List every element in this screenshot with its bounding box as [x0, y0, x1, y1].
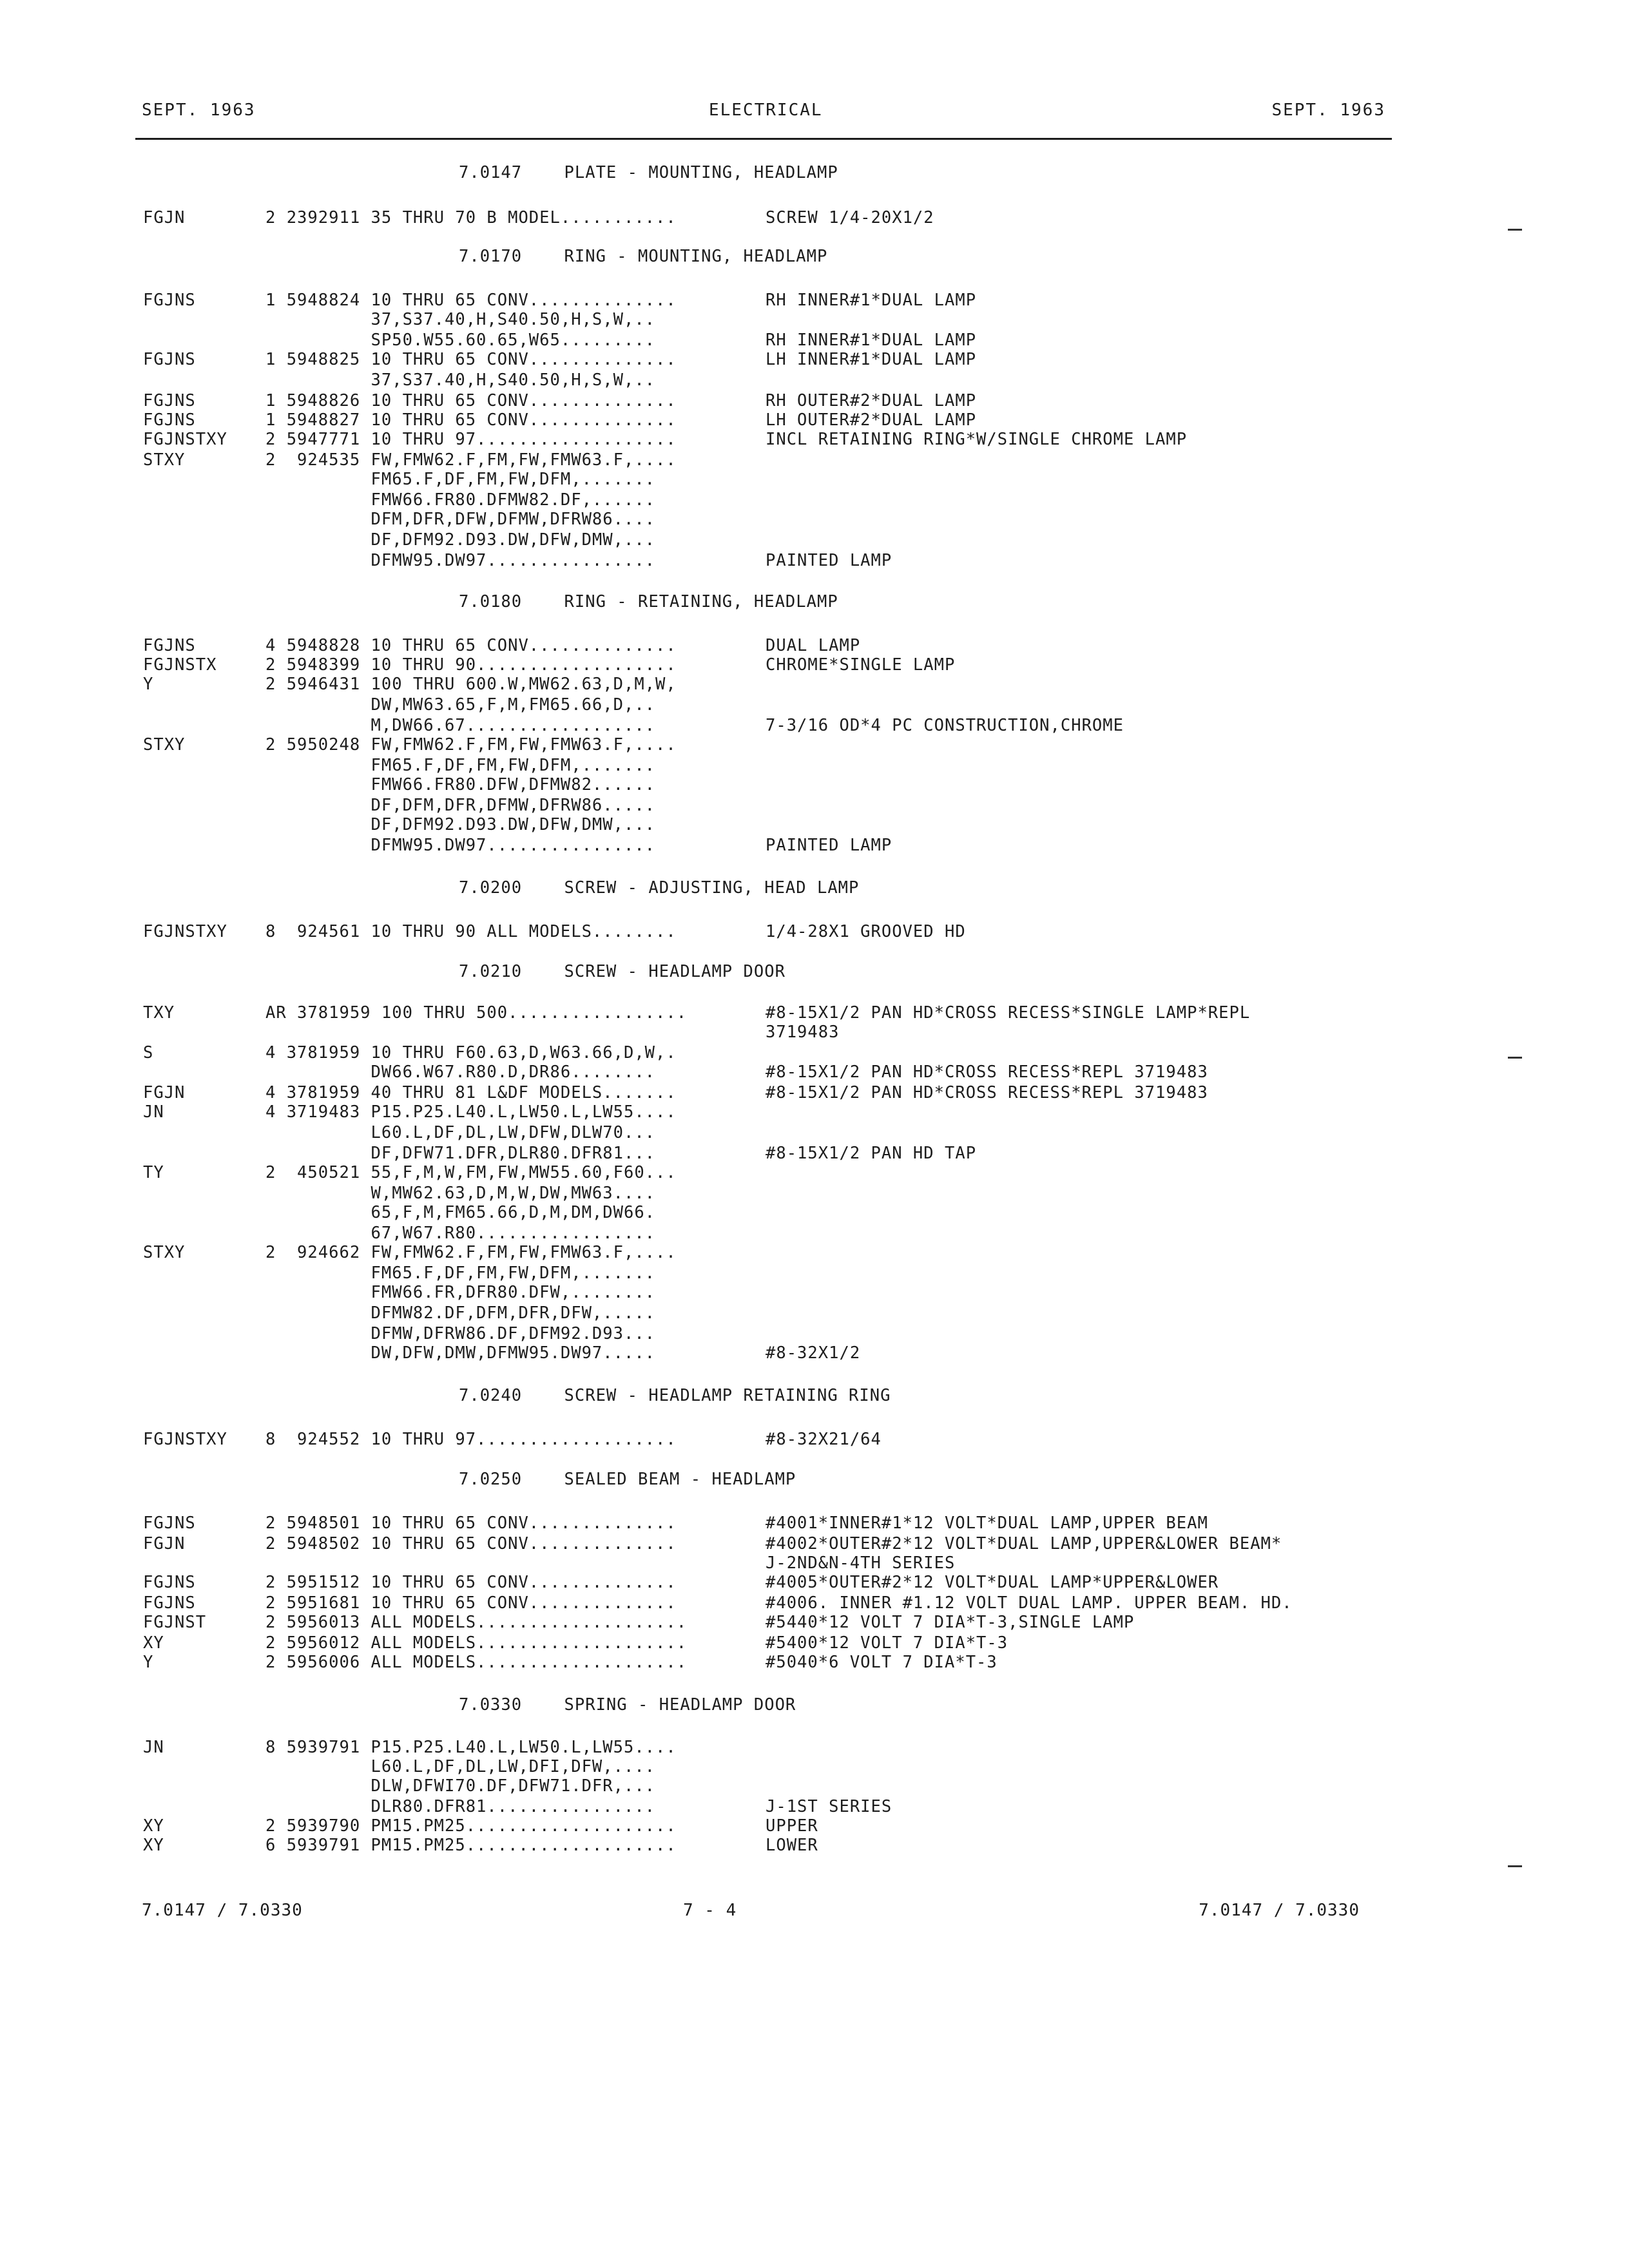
part-entry: 8 924561 10 THRU 90 ALL MODELS........ [265, 922, 677, 941]
part-entry: DFMW82.DF,DFM,DFR,DFW,..... [265, 1303, 656, 1323]
part-entry: 2 5939790 PM15.PM25.................... [265, 1816, 677, 1836]
model-code: FGJN [143, 1083, 186, 1102]
model-code: FGJNS [143, 350, 196, 369]
part-description: LH INNER#1*DUAL LAMP [766, 350, 977, 369]
part-entry: 2 5948502 10 THRU 65 CONV.............. [265, 1534, 677, 1553]
model-code: XY [143, 1836, 164, 1855]
section-title: 7.0147 PLATE - MOUNTING, HEADLAMP [459, 163, 838, 182]
header-section-title: ELECTRICAL [709, 101, 823, 120]
part-description: #4006. INNER #1.12 VOLT DUAL LAMP. UPPER BEAM. HD. [766, 1593, 1293, 1613]
part-entry: 2 5956012 ALL MODELS.................... [265, 1633, 688, 1653]
model-code: FGJNS [143, 391, 196, 410]
part-entry: DF,DFM92.D93.DW,DFW,DMW,... [265, 815, 656, 834]
part-entry: 2 450521 55,F,M,W,FM,FW,MW55.60,F60... [265, 1163, 677, 1182]
part-description: 3719483 [766, 1023, 840, 1042]
model-code: TY [143, 1163, 164, 1182]
part-entry: DW66.W67.R80.D,DR86........ [265, 1062, 656, 1082]
model-code: S [143, 1043, 154, 1062]
section-title: 7.0330 SPRING - HEADLAMP DOOR [459, 1695, 796, 1715]
part-entry: DW,MW63.65,F,M,FM65.66,D,.. [265, 695, 656, 715]
part-entry: 2 5947771 10 THRU 97................... [265, 430, 677, 449]
model-code: FGJNSTXY [143, 922, 227, 941]
section-title: 7.0250 SEALED BEAM - HEADLAMP [459, 1470, 796, 1489]
part-description: SCREW 1/4-20X1/2 [766, 208, 934, 227]
model-code: FGJNSTXY [143, 430, 227, 449]
part-description: #5040*6 VOLT 7 DIA*T-3 [766, 1653, 998, 1672]
part-entry: 2 924662 FW,FMW62.F,FM,FW,FMW63.F,.... [265, 1243, 677, 1262]
section-title: 7.0180 RING - RETAINING, HEADLAMP [459, 592, 838, 611]
model-code: JN [143, 1738, 164, 1757]
model-code: FGJNS [143, 1573, 196, 1592]
part-entry: FMW66.FR80.DFW,DFMW82...... [265, 775, 656, 794]
section-title: 7.0170 RING - MOUNTING, HEADLAMP [459, 247, 828, 266]
part-entry: SP50.W55.60.65,W65......... [265, 331, 656, 350]
part-entry: 6 5939791 PM15.PM25.................... [265, 1836, 677, 1855]
part-description: #8-32X1/2 [766, 1343, 861, 1363]
model-code: FGJNST [143, 1613, 207, 1632]
part-entry: DF,DFM,DFR,DFMW,DFRW86..... [265, 796, 656, 815]
part-entry: 1 5948824 10 THRU 65 CONV.............. [265, 291, 677, 310]
part-entry: 8 5939791 P15.P25.L40.L,LW50.L,LW55.... [265, 1738, 677, 1757]
part-entry: 2 5951681 10 THRU 65 CONV.............. [265, 1593, 677, 1613]
part-entry: 37,S37.40,H,S40.50,H,S,W,.. [265, 370, 656, 390]
model-code: FGJNS [143, 636, 196, 655]
page-footer [142, 1901, 1360, 1927]
page-header [142, 101, 1385, 139]
part-entry: 2 5948399 10 THRU 90................... [265, 655, 677, 675]
model-code: FGJN [143, 1534, 186, 1553]
part-description: J-1ST SERIES [766, 1797, 892, 1816]
part-description: #4001*INNER#1*12 VOLT*DUAL LAMP,UPPER BEAM [766, 1514, 1208, 1533]
part-description: #8-15X1/2 PAN HD TAP [766, 1144, 977, 1163]
model-code: TXY [143, 1003, 175, 1023]
model-code: STXY [143, 735, 186, 754]
part-entry: FMW66.FR80.DFMW82.DF,...... [265, 490, 656, 510]
footer-page-number: 7 - 4 [683, 1901, 737, 1920]
part-entry: 2 5951512 10 THRU 65 CONV.............. [265, 1573, 677, 1592]
part-entry: 2 5956013 ALL MODELS.................... [265, 1613, 688, 1632]
part-description: #8-15X1/2 PAN HD*CROSS RECESS*SINGLE LAMP*REPL [766, 1003, 1251, 1023]
part-entry: L60.L,DF,DL,LW,DFW,DLW70... [265, 1123, 656, 1142]
part-entry: M,DW66.67.................. [265, 716, 656, 735]
part-entry: DF,DFM92.D93.DW,DFW,DMW,... [265, 530, 656, 550]
part-entry: 1 5948827 10 THRU 65 CONV.............. [265, 410, 677, 430]
model-code: FGJNS [143, 291, 196, 310]
part-entry: 4 3719483 P15.P25.L40.L,LW50.L,LW55.... [265, 1102, 677, 1122]
footer-range-left: 7.0147 / 7.0330 [142, 1901, 303, 1920]
part-entry: L60.L,DF,DL,LW,DFI,DFW,.... [265, 1757, 656, 1776]
part-description: RH OUTER#2*DUAL LAMP [766, 391, 977, 410]
header-date-left: SEPT. 1963 [142, 101, 256, 120]
part-entry: 4 3781959 10 THRU F60.63,D,W63.66,D,W,. [265, 1043, 677, 1062]
part-description: INCL RETAINING RING*W/SINGLE CHROME LAMP [766, 430, 1188, 449]
model-code: FGJNSTXY [143, 1430, 227, 1449]
part-description: #5440*12 VOLT 7 DIA*T-3,SINGLE LAMP [766, 1613, 1135, 1632]
part-description: 1/4-28X1 GROOVED HD [766, 922, 966, 941]
part-entry: FMW66.FR,DFR80.DFW,........ [265, 1283, 656, 1302]
part-description: PAINTED LAMP [766, 551, 892, 570]
part-entry: AR 3781959 100 THRU 500................. [265, 1003, 688, 1023]
part-entry: 1 5948825 10 THRU 65 CONV.............. [265, 350, 677, 369]
model-code: FGJN [143, 208, 186, 227]
part-entry: 4 3781959 40 THRU 81 L&DF MODELS....... [265, 1083, 677, 1102]
header-rule [135, 138, 1392, 140]
part-description: #4005*OUTER#2*12 VOLT*DUAL LAMP*UPPER&LOWER [766, 1573, 1219, 1592]
part-description: #4002*OUTER#2*12 VOLT*DUAL LAMP,UPPER&LOWER BEAM* [766, 1534, 1282, 1553]
section-title: 7.0210 SCREW - HEADLAMP DOOR [459, 962, 786, 981]
footer-range-right: 7.0147 / 7.0330 [1199, 1901, 1360, 1920]
part-description: DUAL LAMP [766, 636, 861, 655]
part-entry: 2 5948501 10 THRU 65 CONV.............. [265, 1514, 677, 1533]
part-description: LOWER [766, 1836, 818, 1855]
part-entry: DFM,DFR,DFW,DFMW,DFRW86.... [265, 510, 656, 529]
part-entry: 2 5946431 100 THRU 600.W,MW62.63,D,M,W, [265, 675, 677, 694]
part-entry: 1 5948826 10 THRU 65 CONV.............. [265, 391, 677, 410]
part-entry: DW,DFW,DMW,DFMW95.DW97..... [265, 1343, 656, 1363]
model-code: XY [143, 1816, 164, 1836]
part-description: J-2ND&N-4TH SERIES [766, 1553, 956, 1573]
model-code: Y [143, 675, 154, 694]
model-code: JN [143, 1102, 164, 1122]
part-entry: 2 5950248 FW,FMW62.F,FM,FW,FMW63.F,.... [265, 735, 677, 754]
part-description: LH OUTER#2*DUAL LAMP [766, 410, 977, 430]
part-entry: 8 924552 10 THRU 97................... [265, 1430, 677, 1449]
section-title: 7.0200 SCREW - ADJUSTING, HEAD LAMP [459, 878, 860, 898]
part-description: UPPER [766, 1816, 818, 1836]
part-entry: DFMW,DFRW86.DF,DFM92.D93... [265, 1324, 656, 1343]
part-description: 7-3/16 OD*4 PC CONSTRUCTION,CHROME [766, 716, 1124, 735]
model-code: FGJNSTX [143, 655, 217, 675]
part-description: RH INNER#1*DUAL LAMP [766, 331, 977, 350]
model-code: STXY [143, 1243, 186, 1262]
part-entry: DF,DFW71.DFR,DLR80.DFR81... [265, 1144, 656, 1163]
part-entry: 65,F,M,FM65.66,D,M,DM,DW66. [265, 1203, 656, 1222]
part-description: PAINTED LAMP [766, 836, 892, 855]
part-entry: FM65.F,DF,FM,FW,DFM,....... [265, 1264, 656, 1283]
part-entry: 67,W67.R80................. [265, 1224, 656, 1243]
part-entry: W,MW62.63,D,M,W,DW,MW63.... [265, 1184, 656, 1203]
part-entry: DFMW95.DW97................ [265, 836, 656, 855]
section-title: 7.0240 SCREW - HEADLAMP RETAINING RING [459, 1386, 891, 1405]
header-date-right: SEPT. 1963 [1271, 101, 1385, 120]
part-description: #8-15X1/2 PAN HD*CROSS RECESS*REPL 3719483 [766, 1083, 1208, 1102]
model-code: FGJNS [143, 410, 196, 430]
part-description: RH INNER#1*DUAL LAMP [766, 291, 977, 310]
margin-mark [1508, 1865, 1522, 1867]
part-description: #8-32X21/64 [766, 1430, 882, 1449]
part-entry: DFMW95.DW97................ [265, 551, 656, 570]
part-entry: 2 924535 FW,FMW62.F,FM,FW,FMW63.F,.... [265, 450, 677, 470]
model-code: FGJNS [143, 1514, 196, 1533]
model-code: STXY [143, 450, 186, 470]
margin-mark [1508, 1057, 1522, 1059]
part-description: #5400*12 VOLT 7 DIA*T-3 [766, 1633, 1008, 1653]
part-entry: 4 5948828 10 THRU 65 CONV.............. [265, 636, 677, 655]
part-entry: FM65.F,DF,FM,FW,DFM,....... [265, 470, 656, 489]
margin-mark [1508, 229, 1522, 231]
part-entry: 2 5956006 ALL MODELS.................... [265, 1653, 688, 1672]
part-description: #8-15X1/2 PAN HD*CROSS RECESS*REPL 3719483 [766, 1062, 1208, 1082]
part-entry: 2 2392911 35 THRU 70 B MODEL........... [265, 208, 677, 227]
part-entry: DLR80.DFR81................ [265, 1797, 656, 1816]
part-entry: FM65.F,DF,FM,FW,DFM,....... [265, 756, 656, 775]
part-description: CHROME*SINGLE LAMP [766, 655, 956, 675]
model-code: FGJNS [143, 1593, 196, 1613]
part-entry: DLW,DFWI70.DF,DFW71.DFR,... [265, 1776, 656, 1796]
model-code: Y [143, 1653, 154, 1672]
model-code: XY [143, 1633, 164, 1653]
part-entry: 37,S37.40,H,S40.50,H,S,W,.. [265, 310, 656, 329]
